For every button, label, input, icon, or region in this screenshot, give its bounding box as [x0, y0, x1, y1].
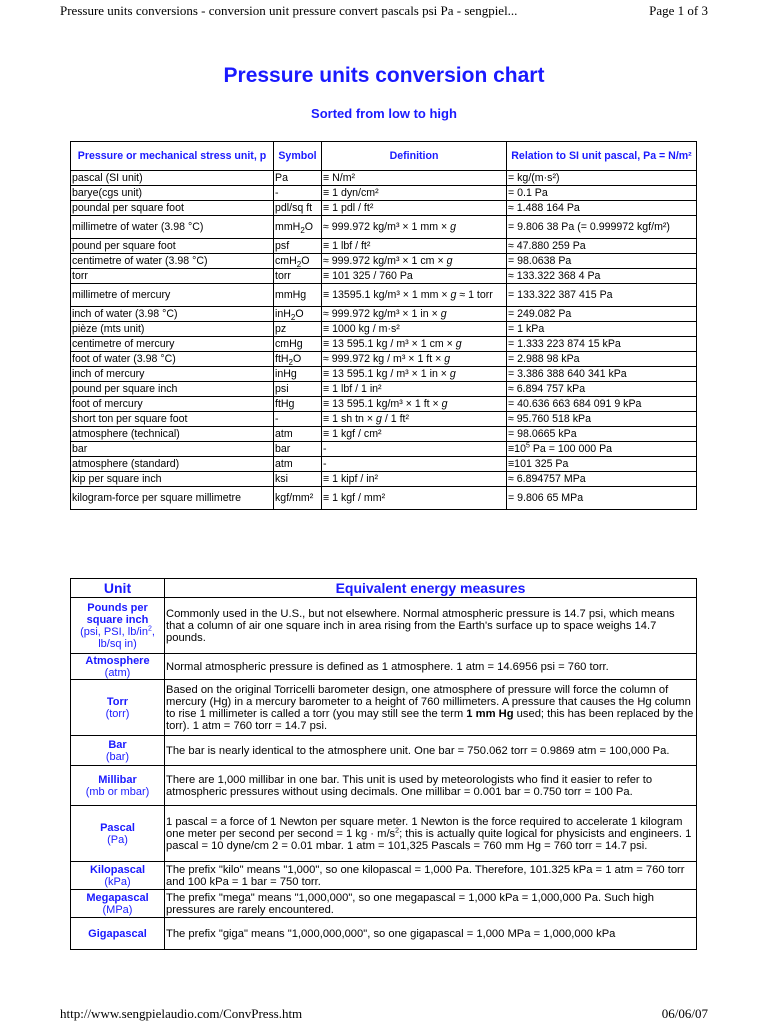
symbol-text: - — [275, 412, 279, 425]
cell-definition — [322, 284, 507, 307]
unit-name-text: pascal (SI unit) — [72, 171, 143, 184]
definition-text: ≡ 13 595.1 kg / m³ × 1 cm × — [323, 337, 456, 350]
page-title: Pressure units conversion chart — [223, 64, 545, 87]
symbol-text: ksi — [275, 472, 288, 485]
cell-energy-unit — [71, 890, 165, 918]
relation-text: = 1.333 223 874 15 kPa — [508, 337, 621, 350]
definition-text: ≡ 13 595.1 kg/m³ × 1 ft × — [323, 397, 442, 410]
cell-relation — [507, 269, 697, 284]
table-row — [71, 254, 697, 269]
unit-abbreviation: (bar) — [105, 750, 130, 763]
unit-name-text: barye(cgs unit) — [72, 186, 143, 199]
definition-text: ≡ 1 kipf / in² — [323, 472, 379, 485]
definition-text: ≡ 1 lbf / 1 in² — [323, 382, 382, 395]
cell-symbol — [274, 337, 322, 352]
unit-name-text: atmosphere (standard) — [72, 457, 180, 470]
table-row — [71, 472, 697, 487]
cell-energy-description — [165, 890, 697, 918]
cell-unit — [71, 322, 274, 337]
print-footer-date: 06/06/07 — [661, 1006, 708, 1021]
symbol-subscript: 2 — [290, 312, 296, 322]
description-tail: used; this has been replaced by the torr). 1 atm = 760 torr = 14.7 psi. — [166, 707, 694, 732]
cell-unit — [71, 284, 274, 307]
cell-definition — [322, 397, 507, 412]
symbol-text: inHg — [275, 367, 297, 380]
table-row — [71, 397, 697, 412]
cell-relation — [507, 352, 697, 367]
unit-abbreviation-tail: , lb/sq in) — [98, 625, 155, 650]
cell-symbol — [274, 186, 322, 201]
cell-energy-description — [165, 680, 697, 736]
cell-unit — [71, 307, 274, 322]
table-row — [71, 352, 697, 367]
cell-unit — [71, 472, 274, 487]
table-row — [71, 216, 697, 239]
relation-text: ≈ 6.894757 MPa — [508, 472, 586, 485]
cell-symbol — [274, 457, 322, 472]
column-header-unit: Pressure or mechanical stress unit, p — [71, 142, 274, 171]
table-row — [71, 307, 697, 322]
print-header-page: Page 1 of 3 — [649, 3, 708, 18]
energy-row — [71, 654, 697, 680]
cell-definition — [322, 442, 507, 457]
relation-text: = 98.0665 kPa — [508, 427, 577, 440]
cell-unit — [71, 487, 274, 510]
unit-title: Megapascal — [86, 891, 149, 904]
cell-definition — [322, 254, 507, 269]
description-text: 1 pascal = a force of 1 Newton per square meter. 1 Newton is the force required to accelerate 1 kilogram one meter per second per second = 1 kg · m/s — [166, 815, 683, 840]
symbol-tail: O — [301, 254, 310, 267]
definition-text: ≡ 1 kgf / mm² — [323, 491, 386, 504]
cell-relation — [507, 307, 697, 322]
cell-symbol — [274, 322, 322, 337]
cell-unit — [71, 457, 274, 472]
symbol-tail: O — [304, 220, 314, 233]
energy-row — [71, 680, 697, 736]
cell-unit — [71, 216, 274, 239]
unit-name-text: pound per square inch — [72, 382, 178, 395]
description-text: The bar is nearly identical to the atmosphere unit. One bar = 750.062 torr = 0.9869 atm = 100,000 Pa. — [166, 744, 670, 757]
print-header — [60, 0, 708, 22]
symbol-text: ftH — [275, 352, 289, 365]
gravity-symbol: g — [441, 397, 448, 410]
cell-symbol — [274, 442, 322, 457]
energy-row — [71, 862, 697, 890]
cell-energy-description — [165, 736, 697, 766]
energy-row — [71, 806, 697, 862]
cell-symbol — [274, 254, 322, 269]
cell-relation — [507, 239, 697, 254]
unit-name-text: inch of mercury — [72, 367, 145, 380]
unit-name-text: torr — [72, 269, 88, 282]
definition-text: - — [323, 442, 327, 455]
unit-abbreviation: (torr) — [105, 707, 130, 720]
cell-definition — [322, 216, 507, 239]
cell-relation — [507, 337, 697, 352]
cell-definition — [322, 427, 507, 442]
cell-unit — [71, 337, 274, 352]
cell-energy-unit — [71, 736, 165, 766]
unit-name-text: millimetre of mercury — [72, 288, 171, 301]
table-row — [71, 487, 697, 510]
cell-relation — [507, 412, 697, 427]
unit-title: Torr — [106, 695, 129, 708]
cell-unit — [71, 171, 274, 186]
relation-text: = 40.636 663 684 091 9 kPa — [508, 397, 642, 410]
cell-definition — [322, 412, 507, 427]
description-text: The prefix "kilo" means "1,000", so one kilopascal = 1,000 Pa. Therefore, 101.325 kPa = 1 atm = 760 torr and 100 kPa = 1 bar = 750 torr. — [166, 863, 685, 888]
unit-name-text: inch of water (3.98 °C) — [72, 307, 178, 320]
unit-abbreviation: (MPa) — [102, 903, 133, 916]
unit-name-text: kilogram-force per square millimetre — [72, 491, 241, 504]
cell-unit — [71, 442, 274, 457]
print-header-title: Pressure units conversions - conversion unit pressure convert pascals psi Pa - sengpiel... — [60, 3, 518, 18]
symbol-text: - — [275, 186, 279, 199]
cell-definition — [322, 269, 507, 284]
definition-text: ≡ 13 595.1 kg / m³ × 1 in × — [323, 367, 450, 380]
column-header-relation: Relation to SI unit pascal, Pa = N/m² — [507, 142, 697, 171]
table-row — [71, 239, 697, 254]
cell-energy-description — [165, 806, 697, 862]
unit-abbreviation: (Pa) — [107, 833, 128, 846]
cell-energy-unit — [71, 918, 165, 950]
relation-text: ≈ 133.322 368 4 Pa — [508, 269, 601, 282]
cell-relation — [507, 216, 697, 239]
cell-symbol — [274, 307, 322, 322]
relation-text: ≡10 — [508, 442, 526, 455]
relation-text: = 2.988 98 kPa — [508, 352, 580, 365]
cell-unit — [71, 239, 274, 254]
relation-text: = 133.322 387 415 Pa — [508, 288, 613, 301]
relation-text: ≡101 325 Pa — [508, 457, 569, 470]
cell-relation — [507, 254, 697, 269]
relation-text: = 249.082 Pa — [508, 307, 572, 320]
unit-abbreviation-exponent: 2 — [147, 624, 152, 632]
unit-name-text: pièze (mts unit) — [72, 322, 145, 335]
definition-text: ≡ N/m² — [323, 171, 356, 184]
unit-name-text: centimetre of mercury — [72, 337, 175, 350]
cell-definition — [322, 307, 507, 322]
relation-text: ≈ 95.760 518 kPa — [508, 412, 591, 425]
cell-symbol — [274, 352, 322, 367]
energy-row — [71, 766, 697, 806]
cell-definition — [322, 171, 507, 186]
cell-energy-description — [165, 766, 697, 806]
unit-abbreviation: (mb or mbar) — [85, 785, 150, 798]
cell-definition — [322, 382, 507, 397]
definition-text: ≡ 1 sh tn × — [323, 412, 376, 425]
energy-measures-table — [70, 578, 697, 950]
unit-name-text: bar — [72, 442, 88, 455]
definition-text: ≈ 999.972 kg/m³ × 1 in × — [323, 307, 441, 320]
relation-text: = 98.0638 Pa — [508, 254, 572, 267]
gravity-symbol: g — [446, 254, 453, 267]
print-footer — [60, 1004, 708, 1024]
relation-tail: Pa = 100 000 Pa — [529, 442, 613, 455]
relation-exponent: 5 — [525, 441, 530, 449]
table-row — [71, 322, 697, 337]
definition-text: ≡ 1 lbf / ft² — [323, 239, 371, 252]
unit-title: Pounds per square inch — [86, 601, 149, 626]
cell-definition — [322, 367, 507, 382]
description-text: Based on the original Torricelli barometer design, one atmosphere of pressure will force the column of mercury (Hg) in a mercury barometer to a height of 760 millimeters. A pressure that causes the Hg column to rise 1 millimeter is called a torr (you may still see the term — [166, 683, 691, 720]
gravity-symbol: g — [376, 412, 382, 425]
relation-text: = 3.386 388 640 341 kPa — [508, 367, 627, 380]
definition-tail: ≈ 1 torr — [456, 288, 493, 301]
cell-unit — [71, 397, 274, 412]
cell-definition — [322, 322, 507, 337]
description-tail: ; this is actually quite logical for physicists and engineers. 1 pascal = 10 dyne/cm 2 = 0.01 mbar. 1 atm = 101,325 Pascals = 760 mm Hg = 760 torr = 14.7 psi. — [166, 827, 692, 852]
gravity-symbol: g — [449, 367, 456, 380]
cell-relation — [507, 201, 697, 216]
table-row — [71, 284, 697, 307]
cell-symbol — [274, 412, 322, 427]
symbol-text: pdl/sq ft — [275, 201, 313, 214]
relation-text: ≈ 47.880 259 Pa — [508, 239, 586, 252]
cell-definition — [322, 487, 507, 510]
cell-relation — [507, 171, 697, 186]
description-text: Commonly used in the U.S., but not elsewhere. Normal atmospheric pressure is 14.7 psi, which means that a column of air one square inch in area rising from the Earth's surface up to space weighs 14.7 pounds. — [166, 607, 675, 644]
cell-symbol — [274, 427, 322, 442]
unit-abbreviation: (kPa) — [104, 875, 131, 888]
unit-name-text: foot of water (3.98 °C) — [72, 352, 176, 365]
energy-row — [71, 736, 697, 766]
symbol-text: Pa — [275, 171, 288, 184]
cell-unit — [71, 201, 274, 216]
cell-symbol — [274, 382, 322, 397]
definition-text: ≡ 1 dyn/cm² — [323, 186, 379, 199]
symbol-text: psi — [275, 382, 289, 395]
cell-energy-unit — [71, 654, 165, 680]
cell-symbol — [274, 487, 322, 510]
unit-title: Bar — [108, 738, 127, 751]
cell-symbol — [274, 201, 322, 216]
cell-relation — [507, 397, 697, 412]
symbol-subscript: 2 — [300, 225, 305, 235]
column-header-symbol: Symbol — [274, 142, 322, 171]
description-text: Normal atmospheric pressure is defined as 1 atmosphere. 1 atm = 14.6956 psi = 760 torr. — [166, 660, 609, 673]
energy-row — [71, 890, 697, 918]
definition-text: ≈ 999.972 kg/m³ × 1 mm × — [323, 220, 451, 233]
gravity-symbol: g — [444, 352, 451, 365]
cell-symbol — [274, 397, 322, 412]
cell-unit — [71, 382, 274, 397]
cell-definition — [322, 337, 507, 352]
gravity-symbol: g — [450, 220, 457, 233]
unit-name-text: millimetre of water (3.98 °C) — [72, 220, 204, 233]
cell-energy-unit — [71, 862, 165, 890]
cell-unit — [71, 352, 274, 367]
symbol-text: cmH — [275, 254, 297, 267]
cell-unit — [71, 269, 274, 284]
unit-name-text: pound per square foot — [72, 239, 176, 252]
description-text: The prefix "giga" means "1,000,000,000", so one gigapascal = 1,000 MPa = 1,000,000 kPa — [166, 927, 616, 940]
symbol-text: kgf/mm² — [275, 491, 314, 504]
table-row — [71, 186, 697, 201]
cell-relation — [507, 284, 697, 307]
table-row — [71, 427, 697, 442]
cell-unit — [71, 367, 274, 382]
unit-abbreviation — [72, 626, 163, 650]
column-header-definition: Definition — [322, 142, 507, 171]
relation-text: = 9.806 65 MPa — [508, 491, 584, 504]
definition-text: ≈ 999.972 kg/m³ × 1 cm × — [323, 254, 447, 267]
cell-relation — [507, 487, 697, 510]
relation-text: = 0.1 Pa — [508, 186, 548, 199]
relation-text: ≈ 6.894 757 kPa — [508, 382, 586, 395]
relation-text: = kg/(m·s²) — [508, 171, 560, 184]
cell-symbol — [274, 269, 322, 284]
cell-relation — [507, 322, 697, 337]
unit-name-text: centimetre of water (3.98 °C) — [72, 254, 208, 267]
table-row — [71, 201, 697, 216]
cell-symbol — [274, 367, 322, 382]
symbol-subscript: 2 — [288, 357, 293, 367]
cell-symbol — [274, 239, 322, 254]
cell-definition — [322, 472, 507, 487]
cell-symbol — [274, 171, 322, 186]
print-footer-url: http://www.sengpielaudio.com/ConvPress.htm — [60, 1006, 303, 1021]
table-row — [71, 457, 697, 472]
symbol-text: mmH — [275, 220, 301, 233]
cell-symbol — [274, 216, 322, 239]
cell-relation — [507, 382, 697, 397]
gravity-symbol: g — [440, 307, 447, 320]
cell-energy-unit — [71, 766, 165, 806]
cell-energy-unit — [71, 680, 165, 736]
gravity-symbol: g — [455, 337, 462, 350]
cell-relation — [507, 367, 697, 382]
cell-definition — [322, 201, 507, 216]
symbol-text: bar — [275, 442, 291, 455]
cell-definition — [322, 352, 507, 367]
page-subtitle: Sorted from low to high — [311, 106, 457, 121]
symbol-tail: O — [295, 307, 304, 320]
cell-energy-unit — [71, 806, 165, 862]
table-row — [71, 412, 697, 427]
unit-name-text: kip per square inch — [72, 472, 162, 485]
cell-relation — [507, 472, 697, 487]
cell-symbol — [274, 284, 322, 307]
symbol-subscript: 2 — [296, 259, 302, 269]
conversion-table-header — [71, 142, 697, 171]
unit-name-text: foot of mercury — [72, 397, 143, 410]
cell-definition — [322, 457, 507, 472]
cell-energy-description — [165, 918, 697, 950]
cell-symbol — [274, 472, 322, 487]
definition-text: ≡ 101 325 / 760 Pa — [323, 269, 413, 282]
table-row — [71, 269, 697, 284]
unit-title: Pascal — [100, 821, 135, 834]
energy-table-header — [71, 579, 697, 598]
symbol-text: pz — [275, 322, 287, 335]
cell-definition — [322, 186, 507, 201]
unit-name-text: atmosphere (technical) — [72, 427, 180, 440]
table-row — [71, 171, 697, 186]
unit-name-text: short ton per square foot — [72, 412, 188, 425]
cell-relation — [507, 457, 697, 472]
symbol-text: cmHg — [275, 337, 303, 350]
symbol-text: atm — [275, 427, 293, 440]
cell-relation — [507, 442, 697, 457]
definition-text: - — [323, 457, 327, 470]
cell-relation — [507, 427, 697, 442]
table-row — [71, 367, 697, 382]
conversion-table — [70, 141, 697, 510]
description-text: The prefix "mega" means "1,000,000", so one megapascal = 1,000 kPa = 1,000,000 Pa. Such high pressures are rarely encountered. — [166, 891, 654, 916]
unit-title: Kilopascal — [89, 863, 146, 876]
table-row — [71, 337, 697, 352]
definition-text: ≡ 1000 kg / m·s² — [323, 322, 400, 335]
cell-definition — [322, 239, 507, 254]
definition-tail: / 1 ft² — [381, 412, 409, 425]
cell-energy-description — [165, 654, 697, 680]
cell-relation — [507, 186, 697, 201]
unit-title: Millibar — [98, 773, 137, 786]
column-header-energy-measures: Equivalent energy measures — [165, 579, 697, 598]
unit-abbreviation: (atm) — [104, 666, 131, 679]
energy-row — [71, 598, 697, 654]
cell-unit — [71, 427, 274, 442]
column-header-energy-unit: Unit — [71, 579, 165, 598]
cell-energy-description — [165, 598, 697, 654]
table-row — [71, 382, 697, 397]
relation-text: = 1 kPa — [508, 322, 545, 335]
unit-title: Atmosphere — [85, 654, 150, 667]
definition-text: ≡ 13595.1 kg/m³ × 1 mm × — [323, 288, 451, 301]
symbol-text: mmHg — [275, 288, 307, 301]
symbol-text: psf — [275, 239, 290, 252]
symbol-text: inH — [275, 307, 291, 320]
gravity-symbol: g — [450, 288, 457, 301]
cell-energy-description — [165, 862, 697, 890]
energy-row — [71, 918, 697, 950]
cell-unit — [71, 186, 274, 201]
table-row — [71, 442, 697, 457]
symbol-text: ftHg — [275, 397, 295, 410]
symbol-tail: O — [293, 352, 302, 365]
symbol-text: atm — [275, 457, 293, 470]
symbol-text: torr — [275, 269, 291, 282]
description-emphasis: 1 mm Hg — [466, 707, 514, 720]
unit-abbreviation-text: (psi, PSI, lb/in — [80, 625, 148, 638]
description-text: There are 1,000 millibar in one bar. This unit is used by meteorologists who find it easier to refer to atmospheric pressures without using decimals. One millibar = 0.001 bar = 0.750 torr = 100 Pa. — [166, 773, 653, 798]
definition-text: ≈ 999.972 kg / m³ × 1 ft × — [323, 352, 445, 365]
description-exponent: 2 — [395, 826, 400, 834]
unit-name-text: poundal per square foot — [72, 201, 184, 214]
unit-title: Gigapascal — [88, 927, 147, 940]
definition-text: ≡ 1 pdl / ft² — [323, 201, 374, 214]
relation-text: = 9.806 38 Pa (= 0.999972 kgf/m²) — [508, 220, 670, 233]
definition-text: ≡ 1 kgf / cm² — [323, 427, 382, 440]
cell-unit — [71, 254, 274, 269]
cell-energy-unit — [71, 598, 165, 654]
cell-unit — [71, 412, 274, 427]
relation-text: ≈ 1.488 164 Pa — [508, 201, 580, 214]
